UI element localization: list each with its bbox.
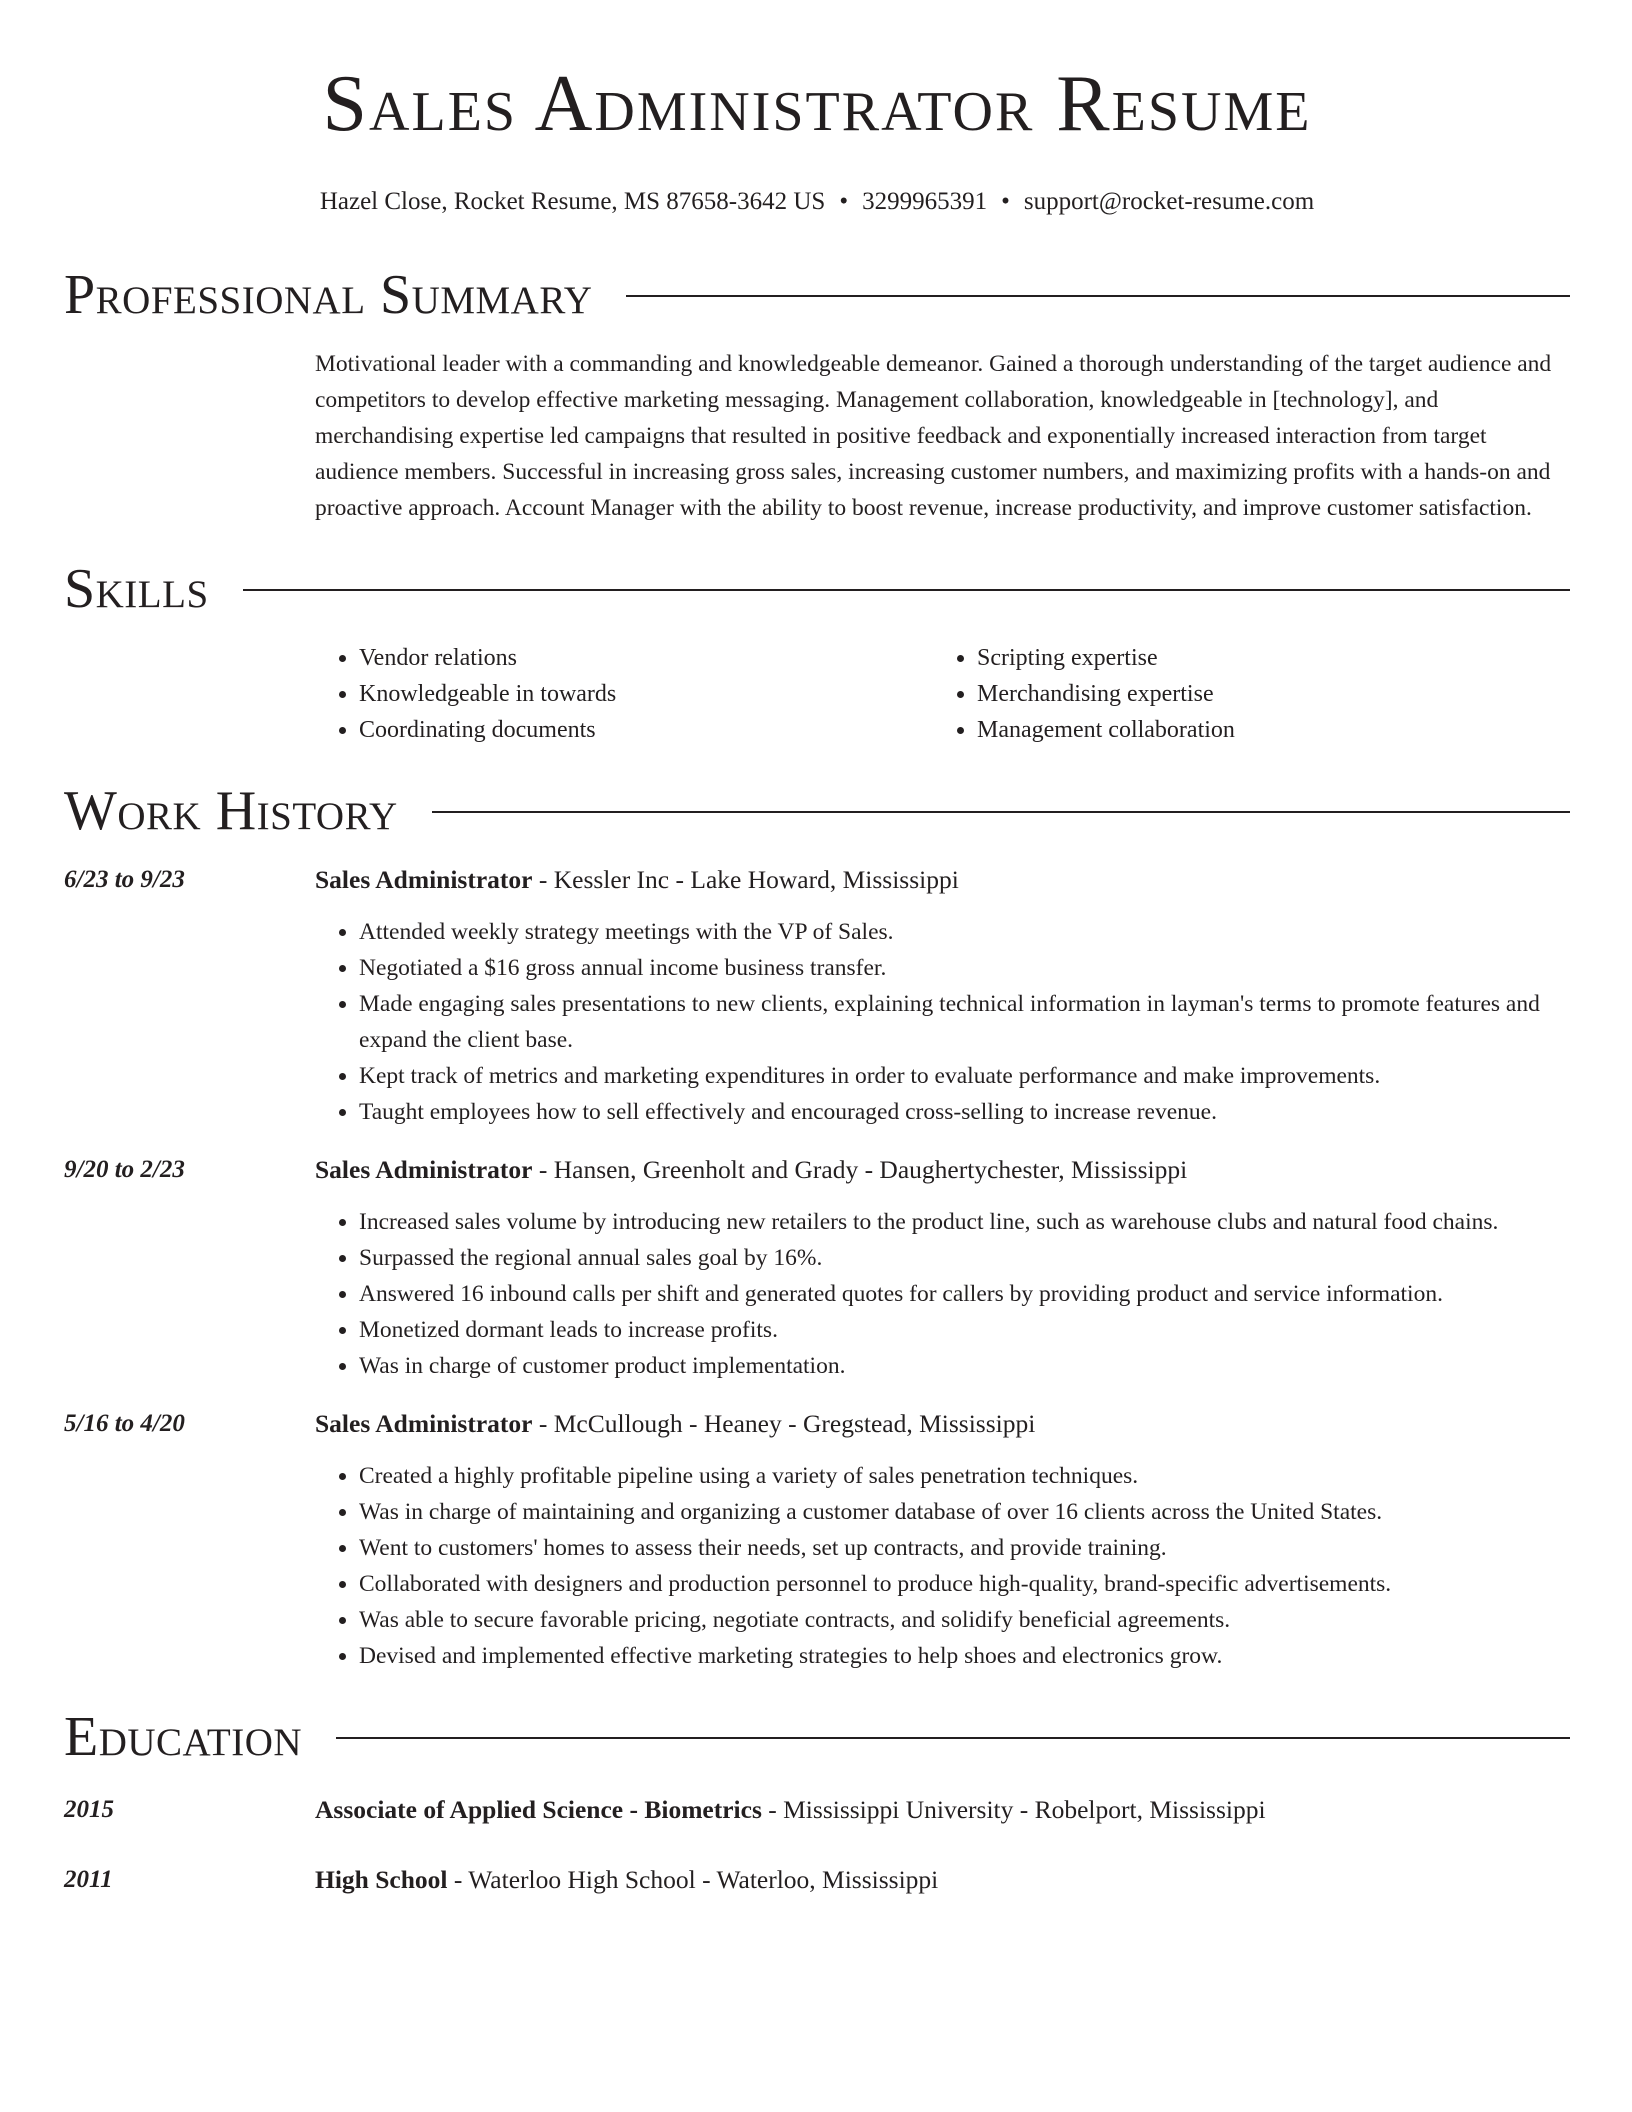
job-bullet: • Increased sales volume by introducing new retailers to the product line, such as warehouse clubs and natural food chains. [359, 1204, 1567, 1240]
job-heading [315, 862, 959, 898]
education-school: - Waterloo High School - Waterloo, Mississippi [447, 1865, 939, 1894]
skill-item: • Coordinating documents [359, 712, 933, 748]
section-header-work [64, 778, 1570, 844]
job-bullet: • Was in charge of maintaining and organizing a customer database of over 16 clients across the United States. [359, 1494, 1567, 1530]
job-bullets [315, 1458, 1567, 1674]
contact-line [64, 186, 1570, 218]
job-bullet: • Collaborated with designers and production personnel to produce high-quality, brand-specific advertisements. [359, 1566, 1567, 1602]
job-bullet: • Answered 16 inbound calls per shift and generated quotes for callers by providing product and service information. [359, 1276, 1567, 1312]
section-divider [432, 811, 1570, 813]
job-bullet: • Made engaging sales presentations to new clients, explaining technical information in layman's terms to promote features and expand the client base. [359, 986, 1567, 1058]
skill-item: • Scripting expertise [977, 640, 1551, 676]
job-bullet: • Negotiated a $16 gross annual income business transfer. [359, 950, 1567, 986]
education-year: 2011 [64, 1866, 113, 1893]
job-bullet: • Was in charge of customer product implementation. [359, 1348, 1567, 1384]
contact-email: support@rocket-resume.com [1023, 188, 1315, 215]
skill-item: • Knowledgeable in towards [359, 676, 933, 712]
job-heading [315, 1152, 1187, 1188]
education-heading [315, 1862, 938, 1898]
job-dates: 6/23 to 9/23 [64, 866, 185, 893]
job-employer: - McCullough - Heaney - Gregstead, Mississippi [532, 1409, 1036, 1438]
section-divider [626, 295, 1570, 297]
section-title-skills: Skills [64, 558, 209, 620]
education-entry [64, 1862, 1570, 1898]
contact-separator: • [1001, 188, 1010, 215]
section-title-education: Education [64, 1706, 303, 1768]
job-bullet: • Taught employees how to sell effectively and encouraged cross-selling to increase revenue. [359, 1094, 1567, 1130]
skill-item: • Management collaboration [977, 712, 1551, 748]
contact-separator: • [839, 188, 849, 215]
section-title-summary: Professional Summary [64, 264, 593, 326]
job-bullet: • Devised and implemented effective marketing strategies to help shoes and electronics grow. [359, 1638, 1567, 1674]
skills-column-right [933, 640, 1551, 748]
education-school: - Mississippi University - Robelport, Mississippi [761, 1795, 1266, 1824]
job-heading [315, 1406, 1035, 1442]
job-title: Sales Administrator [315, 865, 533, 894]
summary-text: Motivational leader with a commanding and knowledgeable demeanor. Gained a thorough understanding of the target audience and competitors to develop effective marketing messaging. Management collaboration, knowledgeable in [technology], and merchandising expertise led campaigns that resulted in positive feedback and exponentially increased interaction from target audience members. Successful in increasing gross sales, increasing customer numbers, and maximizing profits with a hands-on and proactive approach. Account Manager with the ability to boost revenue, increase productivity, and improve customer satisfaction. [315, 351, 1552, 521]
job-title: Sales Administrator [315, 1409, 533, 1438]
resume-page [64, 0, 1570, 1898]
section-header-summary [64, 262, 1570, 328]
job-bullet: • Monetized dormant leads to increase profits. [359, 1312, 1567, 1348]
section-header-skills [64, 556, 1570, 622]
education-degree: High School [315, 1865, 448, 1894]
section-divider [336, 1737, 1570, 1739]
job-entry [64, 1152, 1570, 1384]
job-bullet: • Surpassed the regional annual sales goal by 16%. [359, 1240, 1567, 1276]
skill-item: • Vendor relations [359, 640, 933, 676]
job-dates: 5/16 to 4/20 [64, 1410, 185, 1437]
education-year: 2015 [64, 1796, 114, 1823]
job-bullets [315, 914, 1567, 1130]
job-employer: - Kessler Inc - Lake Howard, Mississippi [532, 865, 959, 894]
skills-column-left [315, 640, 933, 748]
section-divider [243, 589, 1570, 591]
contact-address: Hazel Close, Rocket Resume, MS 87658-3642 US [319, 188, 826, 215]
job-bullet: • Attended weekly strategy meetings with the VP of Sales. [359, 914, 1567, 950]
education-entry [64, 1792, 1570, 1828]
resume-title: Sales Administrator Resume [322, 60, 1312, 148]
section-title-work: Work History [64, 780, 398, 842]
contact-phone: 3299965391 [862, 188, 988, 215]
job-bullet: • Went to customers' homes to assess their needs, set up contracts, and provide training. [359, 1530, 1567, 1566]
skills-list [315, 640, 1567, 748]
education-degree: Associate of Applied Science - Biometrics [315, 1795, 762, 1824]
job-employer: - Hansen, Greenholt and Grady - Daughertychester, Mississippi [532, 1155, 1188, 1184]
job-header [64, 1152, 1570, 1188]
job-bullet: • Kept track of metrics and marketing expenditures in order to evaluate performance and make improvements. [359, 1058, 1567, 1094]
job-bullet: • Created a highly profitable pipeline using a variety of sales penetration techniques. [359, 1458, 1567, 1494]
job-bullet: • Was able to secure favorable pricing, negotiate contracts, and solidify beneficial agreements. [359, 1602, 1567, 1638]
section-header-education [64, 1704, 1570, 1770]
skill-item: • Merchandising expertise [977, 676, 1551, 712]
job-bullets [315, 1204, 1567, 1384]
job-header [64, 1406, 1570, 1442]
job-title: Sales Administrator [315, 1155, 533, 1184]
job-entry [64, 1406, 1570, 1674]
education-heading [315, 1792, 1266, 1828]
job-header [64, 862, 1570, 898]
job-entry [64, 862, 1570, 1130]
job-dates: 9/20 to 2/23 [64, 1156, 185, 1183]
